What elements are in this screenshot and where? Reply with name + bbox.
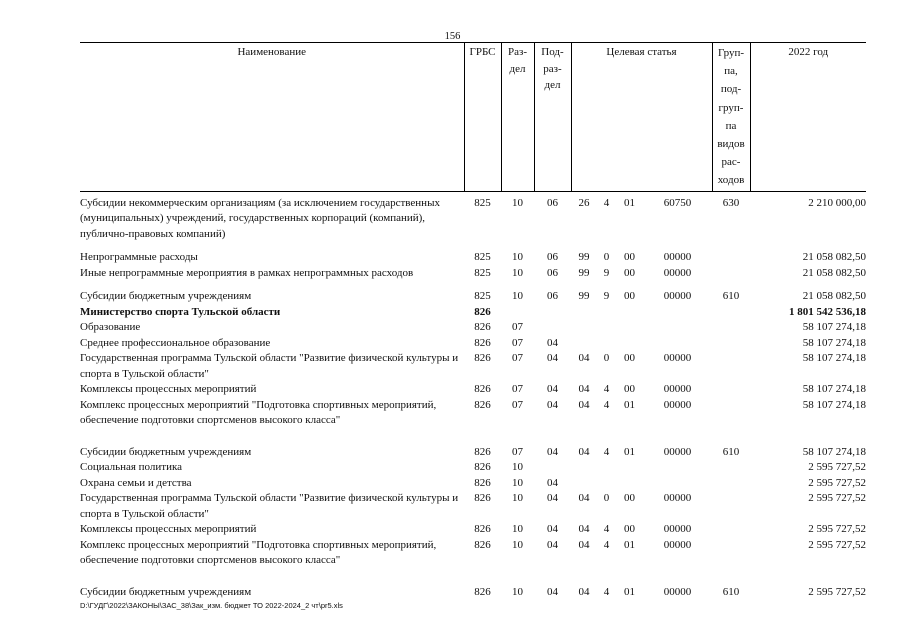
table-row bbox=[80, 266, 866, 282]
cell-podr: 06 bbox=[547, 251, 558, 264]
cell-grp bbox=[712, 398, 750, 429]
cell-sum: 58 107 274,18 bbox=[802, 352, 866, 365]
cell-grp: 610 bbox=[722, 585, 740, 598]
cell-grbs: 826 bbox=[474, 445, 491, 458]
cell-sum: 21 058 082,50 bbox=[802, 290, 866, 303]
cell-t3: 00 bbox=[624, 352, 635, 365]
cell-t4 bbox=[643, 460, 712, 476]
cell-t1: 04 bbox=[578, 538, 590, 551]
cell-t1: 99 bbox=[578, 251, 590, 264]
table-row bbox=[80, 491, 866, 522]
cell-t4: 00000 bbox=[663, 290, 692, 303]
cell-podr: 06 bbox=[547, 196, 558, 209]
cell-t1: 04 bbox=[578, 523, 590, 536]
cell-name: Субсидии бюджетным учреждениям bbox=[80, 585, 252, 598]
cell-name: Государственная программа Тульской области "Развитие физической культуры и спорта в Тульской области" bbox=[80, 352, 459, 380]
cell-t3: 01 bbox=[624, 196, 635, 209]
table-header-row bbox=[80, 43, 866, 192]
cell-sum: 58 107 274,18 bbox=[802, 383, 866, 396]
cell-t3: 00 bbox=[624, 251, 635, 264]
cell-t1 bbox=[571, 336, 597, 352]
cell-t2: 9 bbox=[603, 290, 610, 303]
table-row bbox=[80, 242, 866, 266]
table-row bbox=[80, 538, 866, 569]
cell-name: Среднее профессиональное образование bbox=[80, 336, 271, 349]
cell-t3: 00 bbox=[624, 266, 635, 279]
cell-podr: 04 bbox=[547, 476, 558, 489]
cell-sum: 21 058 082,50 bbox=[802, 266, 866, 279]
cell-t3: 00 bbox=[624, 492, 635, 505]
cell-t2: 0 bbox=[603, 251, 610, 264]
cell-podr: 04 bbox=[547, 523, 558, 536]
cell-name: Государственная программа Тульской области "Развитие физической культуры и спорта в Тульской области" bbox=[80, 492, 459, 520]
cell-grp: 610 bbox=[722, 290, 740, 303]
cell-t1 bbox=[571, 305, 597, 321]
table-row bbox=[80, 476, 866, 492]
cell-sum: 2 595 727,52 bbox=[808, 461, 866, 474]
cell-t3 bbox=[616, 460, 643, 476]
cell-t4: 00000 bbox=[663, 383, 692, 396]
cell-grbs: 825 bbox=[474, 251, 491, 264]
cell-razd: 10 bbox=[512, 492, 523, 505]
cell-name: Субсидии некоммерческим организациям (за исключением государственных (муниципальных) учреждений, государственных корпораций (компаний), публично-правовых компаний) bbox=[80, 196, 440, 240]
cell-t3 bbox=[616, 305, 643, 321]
cell-podr: 04 bbox=[547, 383, 558, 396]
cell-grp bbox=[712, 320, 750, 336]
cell-podr: 04 bbox=[547, 492, 558, 505]
cell-razd: 07 bbox=[512, 321, 523, 334]
cell-t3: 00 bbox=[624, 523, 635, 536]
cell-t4 bbox=[643, 336, 712, 352]
cell-podr bbox=[534, 460, 571, 476]
header-grbs: ГРБС bbox=[464, 43, 501, 192]
cell-t2: 0 bbox=[603, 352, 610, 365]
cell-podr: 04 bbox=[547, 398, 558, 411]
table-row bbox=[80, 429, 866, 461]
budget-table bbox=[80, 42, 866, 600]
cell-name: Комплекс процессных мероприятий "Подготовка спортивных мероприятий, обеспечение подготовки спортсменов высокого класса" bbox=[80, 398, 437, 427]
cell-razd: 10 bbox=[512, 585, 523, 598]
cell-t2: 0 bbox=[603, 492, 610, 505]
cell-razd: 07 bbox=[512, 336, 523, 349]
cell-t2 bbox=[597, 460, 616, 476]
cell-grp: 610 bbox=[722, 445, 740, 458]
cell-razd: 07 bbox=[512, 383, 523, 396]
cell-grbs: 826 bbox=[474, 492, 491, 505]
cell-name: Субсидии бюджетным учреждениям bbox=[80, 290, 252, 303]
cell-razd: 07 bbox=[512, 445, 523, 458]
cell-name: Социальная политика bbox=[80, 461, 183, 474]
cell-sum: 21 058 082,50 bbox=[802, 251, 866, 264]
header-group: Груп- па, под- груп- па видов рас- ходов bbox=[712, 43, 750, 192]
table-row bbox=[80, 305, 866, 321]
cell-t1: 04 bbox=[578, 398, 590, 411]
cell-podr: 06 bbox=[547, 290, 558, 303]
cell-razd: 10 bbox=[512, 461, 523, 474]
table-row bbox=[80, 569, 866, 601]
cell-t3: 01 bbox=[624, 585, 635, 598]
cell-grp bbox=[712, 382, 750, 398]
cell-razd: 10 bbox=[512, 290, 523, 303]
cell-razd: 10 bbox=[512, 266, 523, 279]
cell-sum: 58 107 274,18 bbox=[802, 445, 866, 458]
cell-name: Комплексы процессных мероприятий bbox=[80, 383, 257, 396]
cell-sum: 2 595 727,52 bbox=[808, 476, 866, 489]
cell-razd: 10 bbox=[512, 476, 523, 489]
table-row bbox=[80, 336, 866, 352]
cell-name: Охрана семьи и детства bbox=[80, 476, 192, 489]
cell-grbs: 826 bbox=[474, 538, 491, 551]
cell-grbs: 826 bbox=[474, 398, 491, 411]
table-row bbox=[80, 382, 866, 398]
cell-razd: 10 bbox=[512, 251, 523, 264]
cell-sum: 58 107 274,18 bbox=[802, 336, 866, 349]
cell-grbs: 826 bbox=[474, 321, 491, 334]
table-row bbox=[80, 398, 866, 429]
cell-name: Непрограммные расходы bbox=[80, 251, 198, 264]
cell-t1: 26 bbox=[578, 196, 590, 209]
cell-t2: 4 bbox=[603, 383, 610, 396]
cell-t3: 01 bbox=[624, 538, 635, 551]
cell-grp bbox=[712, 336, 750, 352]
table-row bbox=[80, 320, 866, 336]
cell-podr bbox=[534, 320, 571, 336]
cell-grbs: 826 bbox=[474, 305, 491, 318]
cell-t1: 04 bbox=[578, 445, 590, 458]
cell-t2 bbox=[597, 476, 616, 492]
cell-t4: 00000 bbox=[663, 492, 692, 505]
cell-podr: 04 bbox=[547, 352, 558, 365]
cell-t2: 4 bbox=[603, 523, 610, 536]
cell-t2 bbox=[597, 320, 616, 336]
cell-podr bbox=[534, 305, 571, 321]
cell-t1 bbox=[571, 460, 597, 476]
header-name: Наименование bbox=[80, 43, 464, 192]
cell-grbs: 826 bbox=[474, 383, 491, 396]
cell-grp bbox=[712, 460, 750, 476]
cell-t3 bbox=[616, 320, 643, 336]
cell-razd: 07 bbox=[512, 398, 523, 411]
cell-sum: 2 595 727,52 bbox=[808, 538, 866, 551]
cell-grbs: 826 bbox=[474, 523, 491, 536]
cell-t3 bbox=[616, 476, 643, 492]
cell-grbs: 825 bbox=[474, 266, 491, 279]
cell-t3: 01 bbox=[624, 445, 635, 458]
cell-razd: 10 bbox=[512, 196, 523, 209]
cell-podr: 04 bbox=[547, 445, 558, 458]
cell-t4 bbox=[643, 305, 712, 321]
cell-name: Комплексы процессных мероприятий bbox=[80, 523, 257, 536]
cell-podr: 04 bbox=[547, 336, 558, 349]
table-body bbox=[80, 191, 866, 600]
cell-razd: 10 bbox=[512, 538, 523, 551]
cell-name: Образование bbox=[80, 321, 141, 334]
table-row bbox=[80, 281, 866, 305]
cell-grbs: 826 bbox=[474, 336, 491, 349]
cell-name: Министерство спорта Тульской области bbox=[80, 305, 281, 318]
cell-grbs: 826 bbox=[474, 461, 491, 474]
table-row bbox=[80, 460, 866, 476]
cell-podr: 04 bbox=[547, 585, 558, 598]
cell-grp bbox=[712, 242, 750, 266]
cell-grbs: 825 bbox=[474, 290, 491, 303]
cell-t1: 04 bbox=[578, 585, 590, 598]
cell-t4: 00000 bbox=[663, 585, 692, 598]
cell-t1 bbox=[571, 320, 597, 336]
cell-sum: 58 107 274,18 bbox=[802, 398, 866, 411]
cell-t1: 99 bbox=[578, 290, 590, 303]
cell-t1: 04 bbox=[578, 383, 590, 396]
cell-grp bbox=[712, 266, 750, 282]
cell-t1: 04 bbox=[578, 352, 590, 365]
cell-t2: 4 bbox=[603, 196, 610, 209]
cell-t3: 01 bbox=[624, 398, 635, 411]
cell-razd: 07 bbox=[512, 352, 523, 365]
cell-t4: 00000 bbox=[663, 251, 692, 264]
cell-sum: 58 107 274,18 bbox=[802, 321, 866, 334]
cell-t2: 4 bbox=[603, 585, 610, 598]
cell-t3: 00 bbox=[624, 290, 635, 303]
cell-t4 bbox=[643, 476, 712, 492]
cell-name: Иные непрограммные мероприятия в рамках непрограммных расходов bbox=[80, 266, 414, 279]
cell-sum: 2 595 727,52 bbox=[808, 523, 866, 536]
cell-t4: 00000 bbox=[663, 538, 692, 551]
cell-sum: 1 801 542 536,18 bbox=[789, 305, 866, 318]
cell-t2: 4 bbox=[603, 538, 610, 551]
cell-t3: 00 bbox=[624, 383, 635, 396]
header-razdel: Раз- дел bbox=[501, 43, 534, 192]
cell-podr: 04 bbox=[547, 538, 558, 551]
header-year: 2022 год bbox=[750, 43, 866, 192]
cell-razd: 10 bbox=[512, 523, 523, 536]
cell-t1 bbox=[571, 476, 597, 492]
cell-sum: 2 595 727,52 bbox=[808, 585, 866, 598]
cell-t4: 00000 bbox=[663, 352, 692, 365]
header-podrazdel: Под- раз- дел bbox=[534, 43, 571, 192]
file-path-footer: D:\ГУДГ\2022\ЗАКОНЫ\ЗАС_38\Зак_изм. бюджет ТО 2022-2024_2 чт\pr5.xls bbox=[80, 601, 343, 610]
cell-t4: 00000 bbox=[663, 523, 692, 536]
table-row bbox=[80, 351, 866, 382]
cell-t4 bbox=[643, 320, 712, 336]
cell-razd bbox=[501, 305, 534, 321]
cell-t2: 4 bbox=[603, 445, 610, 458]
cell-t4: 00000 bbox=[663, 266, 692, 279]
cell-t4: 00000 bbox=[663, 398, 692, 411]
cell-t2: 4 bbox=[603, 398, 610, 411]
cell-sum: 2 210 000,00 bbox=[808, 196, 866, 209]
cell-sum: 2 595 727,52 bbox=[808, 492, 866, 505]
cell-name: Субсидии бюджетным учреждениям bbox=[80, 445, 252, 458]
cell-t4: 60750 bbox=[663, 196, 692, 209]
cell-t1: 04 bbox=[578, 492, 590, 505]
page-number: 156 bbox=[444, 31, 461, 42]
cell-grbs: 825 bbox=[474, 196, 491, 209]
cell-grp bbox=[712, 491, 750, 522]
cell-grp bbox=[712, 538, 750, 569]
cell-t3 bbox=[616, 336, 643, 352]
cell-t2: 9 bbox=[603, 266, 610, 279]
cell-t2 bbox=[597, 336, 616, 352]
cell-grbs: 826 bbox=[474, 476, 491, 489]
cell-t2 bbox=[597, 305, 616, 321]
cell-grbs: 826 bbox=[474, 585, 491, 598]
table-row bbox=[80, 191, 866, 242]
cell-grp: 630 bbox=[722, 196, 740, 209]
cell-grp bbox=[712, 305, 750, 321]
cell-grp bbox=[712, 351, 750, 382]
cell-t4: 00000 bbox=[663, 445, 692, 458]
cell-grp bbox=[712, 522, 750, 538]
cell-grbs: 826 bbox=[474, 352, 491, 365]
header-target: Целевая статья bbox=[571, 43, 712, 192]
cell-name: Комплекс процессных мероприятий "Подготовка спортивных мероприятий, обеспечение подготовки спортсменов высокого класса" bbox=[80, 538, 437, 567]
cell-grp bbox=[712, 476, 750, 492]
table-row bbox=[80, 522, 866, 538]
cell-podr: 06 bbox=[547, 266, 558, 279]
cell-t1: 99 bbox=[578, 266, 590, 279]
